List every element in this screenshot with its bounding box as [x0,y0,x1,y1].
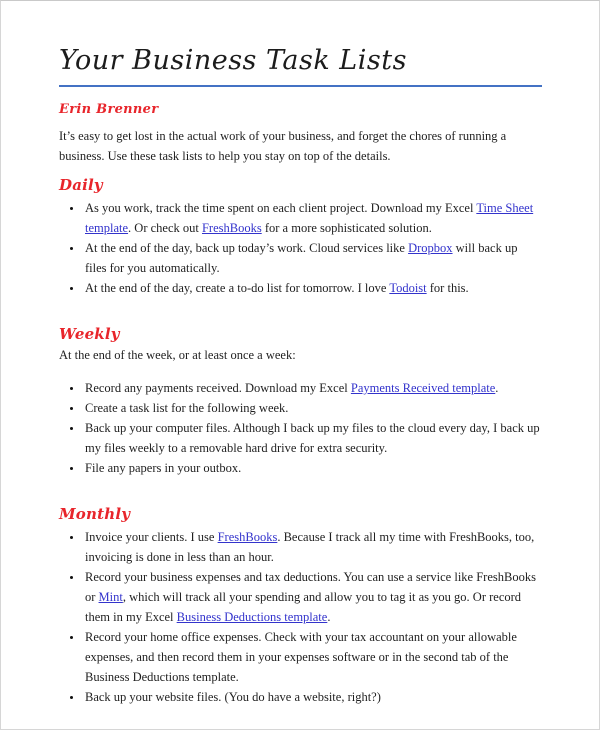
section-heading: Monthly [59,505,131,523]
list-item: • Create a task list for the following week. [83,398,542,418]
document-content [1,1,599,707]
list-item: • As you work, track the time spent on each client project. Download my Excel Time Sheet template. Or check out FreshBooks for a more sophisticated solution. [83,198,542,238]
section-heading: Weekly [59,325,120,343]
bullet-list [59,198,542,298]
section-lead: At the end of the week, or at least once a week: [59,348,296,362]
section-heading: Daily [59,176,103,194]
list-item: • Record any payments received. Download my Excel Payments Received template. [83,378,542,398]
hyperlink[interactable]: FreshBooks [217,530,278,544]
hyperlink[interactable]: Mint [98,590,123,604]
hyperlink[interactable]: FreshBooks [201,221,262,235]
author-byline: Erin Brenner [59,102,159,117]
hyperlink[interactable]: Time Sheet template [85,201,534,235]
list-item: • Back up your computer files. Although I back up my files to the cloud every day, I back up my files weekly to a removable hard drive for extra security. [83,418,542,458]
hyperlink[interactable]: Payments Received template [350,381,496,395]
task-section [59,176,542,298]
list-item: • File any papers in your outbox. [83,458,542,478]
page-title: Your Business Task Lists [59,45,542,87]
list-item: • Invoice your clients. I use FreshBooks. Because I track all my time with FreshBooks, too, invoicing is done in less than an hour. [83,527,542,567]
task-section [59,325,542,478]
hyperlink[interactable]: Business Deductions template [176,610,328,624]
intro-paragraph: It’s easy to get lost in the actual work of your business, and forget the chores of running a business. Use these task lists to help you stay on top of the details. [59,129,507,163]
list-item: • At the end of the day, back up today’s work. Cloud services like Dropbox will back up files for you automatically. [83,238,542,278]
bullet-list [59,527,542,707]
list-item: • Back up your website files. (You do have a website, right?) [83,687,542,707]
hyperlink[interactable]: Todoist [389,281,427,295]
bullet-list [59,378,542,478]
list-item: • Record your home office expenses. Check with your tax accountant on your allowable expenses, and then record them in your expenses software or in the second tab of the Business Deductions template. [83,627,542,687]
task-section [59,505,542,707]
list-item: • Record your business expenses and tax deductions. You can use a service like FreshBooks or Mint, which will track all your spending and allow you to tag it as you go. Or record them in my Excel Business Deductions template. [83,567,542,627]
hyperlink[interactable]: Dropbox [408,241,453,255]
list-item: • At the end of the day, create a to-do list for tomorrow. I love Todoist for this. [83,278,542,298]
sections-container [59,176,542,707]
